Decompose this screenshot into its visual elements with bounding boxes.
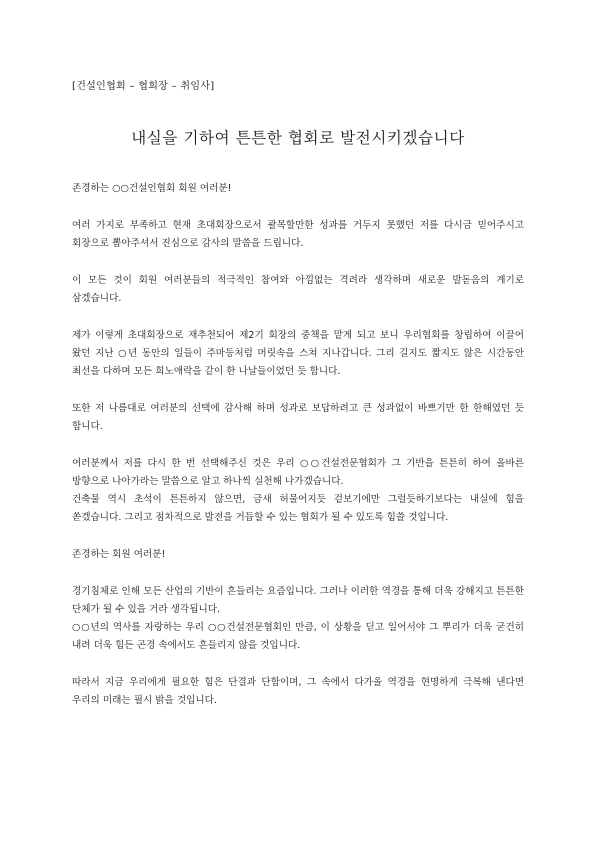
paragraph-past-year	[72, 400, 524, 436]
paragraph-text: 존경하는 회원 여러분!	[72, 549, 166, 560]
paragraph-participation	[72, 272, 524, 308]
paragraph-address-members	[72, 546, 524, 564]
paragraph-text: 건축물 역시 초석이 튼튼하지 않으면, 금새 허물어지듯 겉보기에만 그럴듯하기보다는 내실에 힘을 쏟겠습니다. 그리고 점차적으로 발전을 거듭할 수 있는 협회가 될 수 있도록 힘쓸 것입니다.	[72, 494, 524, 523]
paragraph-text: ○○년의 역사를 자랑하는 우리 ○○건설전문협회인 만큼, 이 상황을 딛고 일어서야 그 뿌리가 더욱 굳건히 내려 더욱 힘든 곤경 속에서도 흔들리지 않을 것입니다.	[72, 622, 524, 651]
document-title: 내실을 기하여 튼튼한 협회로 발전시키겠습니다	[131, 129, 465, 147]
paragraph-text: 또한 저 나름대로 여러분의 선택에 감사해 하며 성과로 보답하려고 큰 성과없이 바쁘기만 한 한해였던 듯 합니다.	[72, 403, 524, 432]
paragraph-text: 존경하는 ○○건설인협회 회원 여러분!	[72, 183, 232, 194]
paragraph-unity	[72, 674, 524, 710]
paragraph-text: 제가 이렇게 초대회장으로 재추천되어 제2기 회장의 중책을 맡게 되고 보니 우리협회를 창립하여 이끌어 왔던 지난 ○년 동안의 일들이 주마등처럼 머릿속을 스쳐 지나갑니다. 그리 길지도 짧지도 않은 시간동안 최선을 다하며 모든 희노애락을 같이 한 나날들이었던 듯 합니다.	[72, 330, 524, 377]
paragraph-text: 이 모든 것이 회원 여러분들의 적극적인 참여와 아낌없는 격려라 생각하며 새로운 발돋음의 계기로 삼겠습니다.	[72, 275, 524, 304]
document-body	[72, 80, 524, 729]
paragraph-economy	[72, 583, 524, 655]
paragraph-thanks	[72, 217, 524, 253]
paragraph-text: 따라서 지금 우리에게 필요한 힘은 단결과 단합이며, 그 속에서 다가올 역경을 현명하게 극복해 낸다면 우리의 미래는 필시 밝을 것입니다.	[72, 677, 524, 706]
document-category-tag: [건설인협회 – 협회장 – 취임사]	[72, 81, 215, 92]
paragraph-text: 여러 가지로 부족하고 현재 초대회장으로서 괄목할만한 성과를 거두지 못했던 저를 다시금 믿어주시고 회장으로 뽑아주셔서 진심으로 감사의 말씀을 드립니다.	[72, 220, 524, 249]
paragraph-text: 여러분께서 저를 다시 한 번 선택해주신 것은 우리 ○○건설전문협회가 그 기반을 튼튼히 하여 올바른 방향으로 나아가라는 말씀으로 알고 하나씩 실천해 나가겠습니다.	[72, 458, 524, 487]
paragraph-commitment	[72, 455, 524, 527]
paragraph-text: 경기침체로 인해 모든 산업의 기반이 흔들리는 요즘입니다. 그러나 이러한 역경을 통해 더욱 강해지고 튼튼한 단체가 될 수 있을 거라 생각됩니다.	[72, 586, 524, 615]
paragraph-reflection	[72, 327, 524, 381]
paragraph-greeting	[72, 180, 524, 198]
